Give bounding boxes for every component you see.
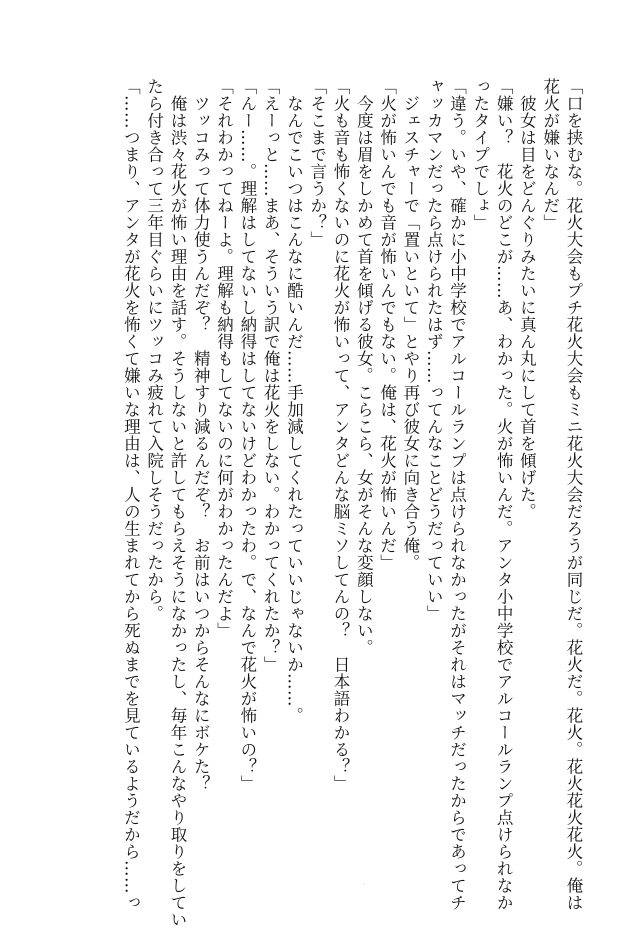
- text-line: ったタイプでしょ」: [470, 78, 490, 231]
- text-line: ャッカマンだったら点けられたはず……ってんなことどうだっていい」: [424, 78, 444, 622]
- text-line: 「……つまり、アンタが花火を怖くて嫌いな理由は、人の生まれてから死ぬまでを見ているようだから……っ: [121, 78, 141, 911]
- text-line: ジェスチャーで「置いといて」とやり再び彼女に向き合う俺。: [400, 78, 420, 571]
- text-line: 「そこまで言うか？」: [307, 78, 327, 248]
- text-line: 「火が怖いんでも音が怖いんでもない。俺は、花火が怖いんだ」: [377, 78, 397, 571]
- page-footer-mark: ·: [363, 880, 366, 889]
- vertical-text-body: [119, 78, 585, 928]
- text-line: 「んー……。理解はしてないし納得はしてないけどわかったわ。で、なんで花火が怖いの？」: [237, 78, 257, 792]
- text-line: 「嫌い？ 花火のどこが……あ、わかった。火が怖いんだ。アンタ小中学校でアルコールランプ点けられなか: [494, 78, 514, 911]
- text-line: たら付き合って三年目ぐらいにツッコみ疲れて入院しそうだったから。: [144, 78, 164, 622]
- text-line: 「違う。いや、確かに小中学校でアルコールランプは点けられなかったがそれはマッチだったからであってチ: [447, 78, 467, 911]
- text-line: ツッコみって体力使うんだぞ？ 精神すり減るんだぞ？ お前はいつからそんなにボケた？: [191, 78, 211, 792]
- text-line: 「火も音も怖くないのに花火が怖いって、アンタどんな脳ミソしてんの？ 日本語わかる？」: [331, 78, 351, 792]
- text-line: 今度は眉をしかめて首を傾げる彼女。こらこら、女がそんな変顔しない。: [354, 78, 374, 656]
- text-line: 彼女は目をどんぐりみたいに真ん丸にして首を傾げた。: [517, 78, 537, 520]
- text-line: 「口を挟むな。花火大会もプチ花火大会もミニ花火大会だろうが同じだ。花火だ。花火。花火花火花火。俺は: [564, 78, 583, 911]
- text-line: 「それわかってねーよ。理解も納得もしてないのに何がわかったんだよ」: [214, 78, 234, 639]
- text-line: 「えーっと……まあ、そういう訳で俺は花火をしない。わかってくれたか？」: [261, 78, 281, 673]
- text-line: 俺は渋々花火が怖い理由を話す。そうしないと許してもらえそうになかったし、毎年こんなやり取りをしてい: [167, 78, 187, 928]
- text-line: なんでこいつはこんなに酷いんだ……手加減してくれたっていいじゃないか……。: [284, 78, 304, 724]
- text-line: 花火が嫌いなんだ」: [540, 78, 560, 231]
